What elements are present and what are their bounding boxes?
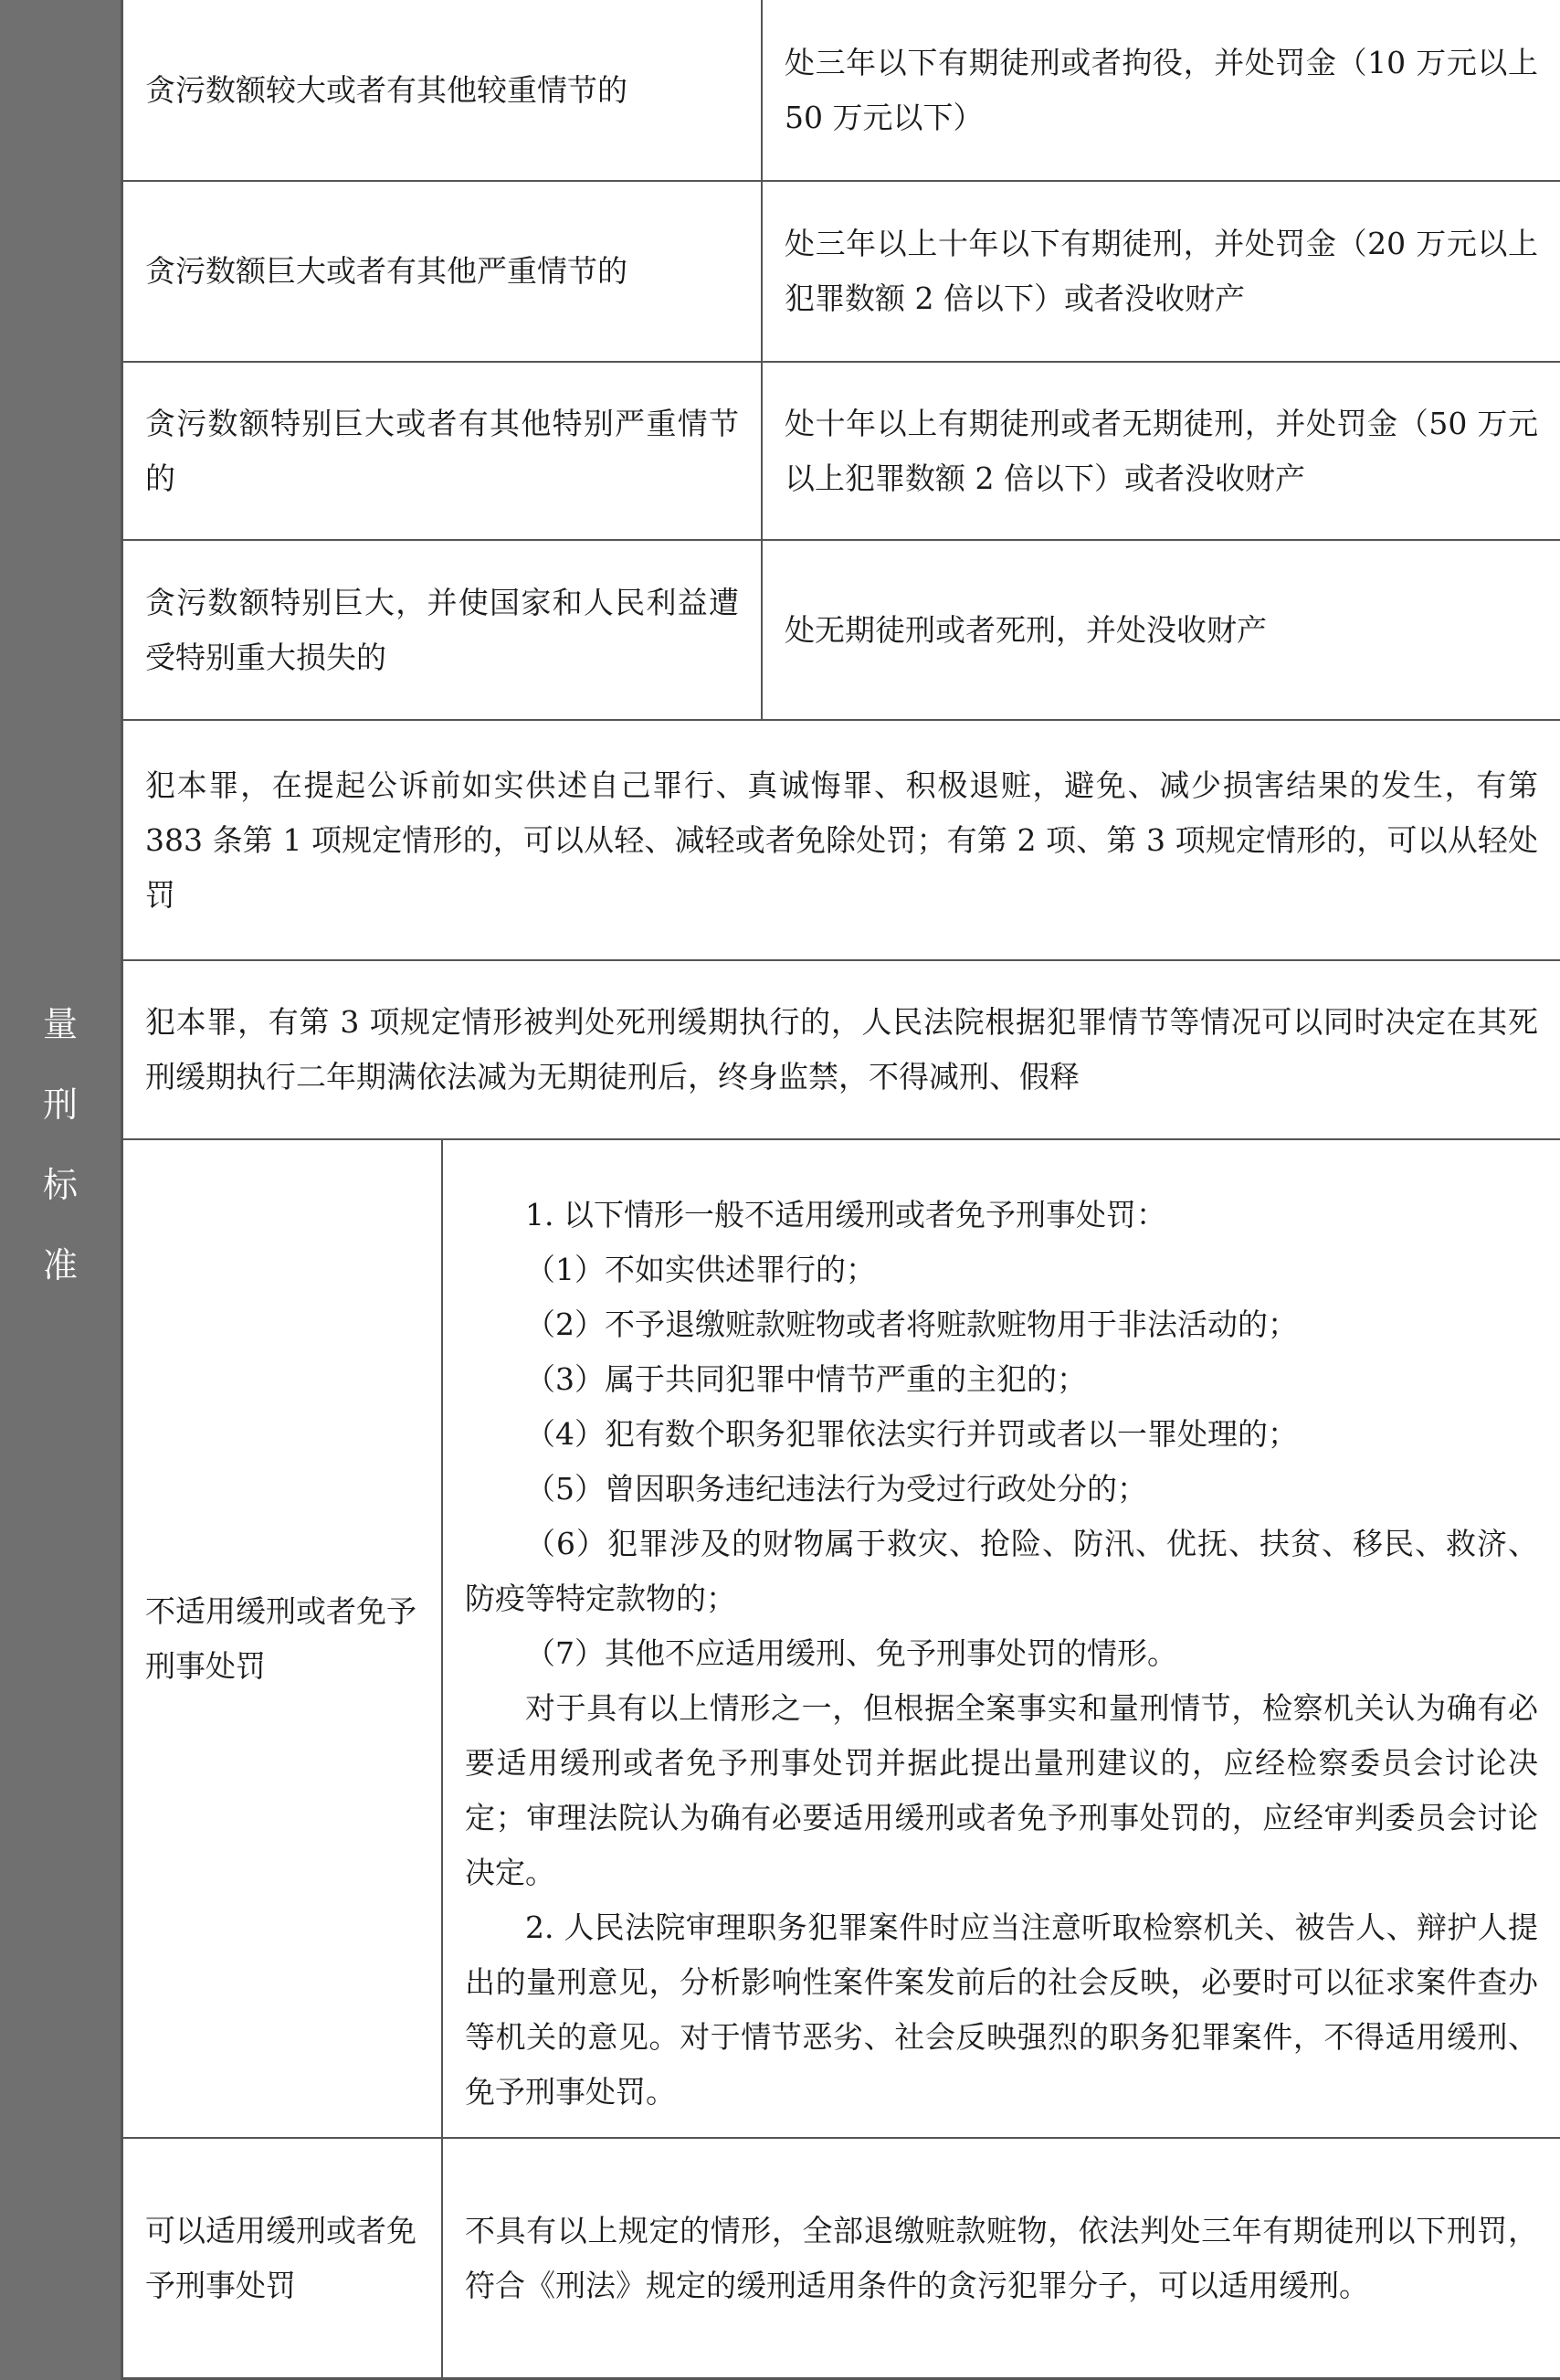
- penalty-cell: 处十年以上有期徒刑或者无期徒刑，并处罚金（50 万元以上犯罪数额 2 倍以下）或者没收财产: [785, 405, 1538, 496]
- table-row: [123, 0, 1560, 182]
- table-row: [123, 541, 1560, 721]
- lenient-note: 犯本罪，在提起公诉前如实供述自己罪行、真诚悔罪、积极退赃，避免、减少损害结果的发生，有第 383 条第 1 项规定情形的，可以从轻、减轻或者免除处罚；有第 2 项、第 3 项规定情形的，可以从轻处罚: [145, 767, 1538, 913]
- side-label-char: 量: [42, 1003, 78, 1044]
- table-row: [123, 721, 1560, 961]
- table-row: [123, 1140, 1560, 2139]
- list-item: （7）其他不应适用缓刑、免予刑事处罚的情形。: [525, 1635, 1177, 1671]
- side-label-char: 准: [42, 1244, 78, 1285]
- list-item: （1）不如实供述罪行的；: [525, 1252, 876, 1287]
- list-item: （3）属于共同犯罪中情节严重的主犯的；: [525, 1361, 1087, 1397]
- table-row: [123, 363, 1560, 541]
- penalty-cell: 处三年以下有期徒刑或者拘役，并处罚金（10 万元以上 50 万元以下）: [785, 44, 1538, 135]
- list-item: （5）曾因职务违纪违法行为受过行政处分的；: [525, 1471, 1147, 1507]
- table-row: [123, 2139, 1560, 2380]
- condition-cell: 贪污数额较大或者有其他较重情节的: [123, 0, 763, 180]
- not-applicable-label: 不适用缓刑或者免予刑事处罚: [145, 1592, 416, 1684]
- side-label-char: 刑: [42, 1084, 78, 1125]
- table-row: [123, 961, 1560, 1140]
- table-row: [123, 182, 1560, 363]
- not-applicable-paragraph: 2. 人民法院审理职务犯罪案件时应当注意听取检察机关、被告人、辩护人提出的量刑意见，分析影响性案件案发前后的社会反映，必要时可以征求案件查办等机关的意见。对于情节恶劣、社会反映强烈的职务犯罪案件，不得适用缓刑、免予刑事处罚。: [465, 1909, 1538, 2110]
- not-applicable-label-cell: [123, 1140, 443, 2137]
- side-label-char: 标: [42, 1164, 78, 1205]
- applicable-text: 不具有以上规定的情形，全部退缴赃款赃物，依法判处三年有期徒刑以下刑罚，符合《刑法》规定的缓刑适用条件的贪污犯罪分子，可以适用缓刑。: [465, 2212, 1538, 2303]
- list-item: （2）不予退缴赃款赃物或者将赃款赃物用于非法活动的；: [525, 1306, 1298, 1342]
- penalty-cell: 处三年以上十年以下有期徒刑，并处罚金（20 万元以上犯罪数额 2 倍以下）或者没收财产: [785, 226, 1538, 316]
- condition-cell: 贪污数额巨大或者有其他严重情节的: [123, 182, 763, 361]
- penalty-cell: 处无期徒刑或者死刑，并处没收财产: [785, 611, 1267, 648]
- lenient-note-cell: [123, 721, 1560, 959]
- life-note: 犯本罪，有第 3 项规定情形被判处死刑缓期执行的，人民法院根据犯罪情节等情况可以同时决定在其死刑缓期执行二年期满依法减为无期徒刑后，终身监禁，不得减刑、假释: [145, 1004, 1538, 1095]
- condition-cell: 贪污数额特别巨大，并使国家和人民利益遭受特别重大损失的: [123, 541, 763, 719]
- not-applicable-content-cell: [443, 1140, 1560, 2137]
- condition-cell: 贪污数额特别巨大或者有其他特别严重情节的: [123, 363, 763, 539]
- applicable-label: 可以适用缓刑或者免予刑事处罚: [145, 2212, 416, 2303]
- table-body: [121, 0, 1560, 2380]
- applicable-content-cell: [443, 2139, 1560, 2377]
- list-item: （4）犯有数个职务犯罪依法实行并罚或者以一罪处理的；: [525, 1416, 1298, 1452]
- not-applicable-paragraph: 对于具有以上情形之一，但根据全案事实和量刑情节，检察机关认为确有必要适用缓刑或者免予刑事处罚并据此提出量刑建议的，应经检察委员会讨论决定；审理法院认为确有必要适用缓刑或者免予刑事处罚的，应经审判委员会讨论决定。: [465, 1690, 1538, 1890]
- applicable-label-cell: [123, 2139, 443, 2377]
- side-label-column: [0, 0, 121, 2380]
- life-note-cell: [123, 961, 1560, 1138]
- not-applicable-intro: 1. 以下情形一般不适用缓刑或者免予刑事处罚：: [525, 1197, 1166, 1232]
- list-item: （6）犯罪涉及的财物属于救灾、抢险、防汛、优抚、扶贫、移民、救济、防疫等特定款物的；: [465, 1526, 1538, 1616]
